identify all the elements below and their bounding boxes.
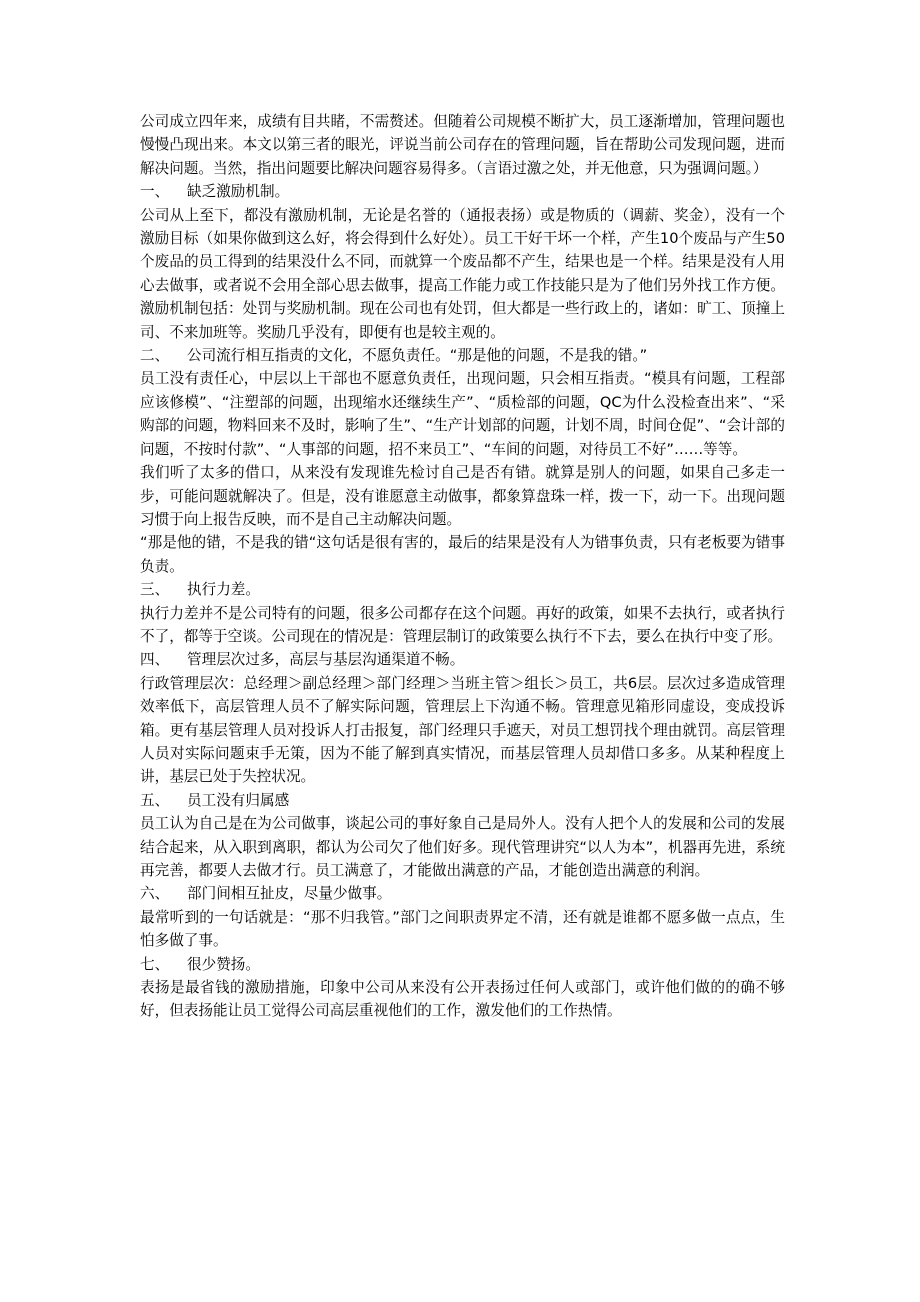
section-number: 一、 <box>140 183 170 201</box>
section-heading-5 <box>140 789 785 812</box>
section-2-paragraph-3: “那是他的错，不是我的错“这句话是很有害的，最后的结果是没有人为错事负责，只有老板要为错事负责。 <box>140 534 785 575</box>
intro-paragraph: 公司成立四年来，成绩有目共睹，不需赘述。但随着公司规模不断扩大，员工逐渐增加，管理问题也慢慢凸现出来。本文以第三者的眼光，评说当前公司存在的管理问题，旨在帮助公司发现问题，进而解决问题。当然，指出问题要比解决问题容易得多。（言语过激之处，并无他意，只为强调问题。） <box>140 113 785 177</box>
section-2-paragraph-2: 我们听了太多的借口，从来没有发现谁先检讨自己是否有错。就算是别人的问题，如果自己多走一步，可能问题就解决了。但是，没有谁愿意主动做事，都象算盘珠一样，拨一下，动一下。出现问题习惯于向上报告反映，而不是自己主动解决问题。 <box>140 464 785 528</box>
section-number: 四、 <box>140 651 170 669</box>
section-5-paragraph: 员工认为自己是在为公司做事，谈起公司的事好象自己是局外人。没有人把个人的发展和公司的发展结合起来，从入职到离职，都认为公司欠了他们好多。现代管理讲究“以人为本”，机器再先进，系统再完善，都要人去做才行。员工满意了，才能做出满意的产品，才能创造出满意的利润。 <box>140 815 785 879</box>
section-number: 三、 <box>140 581 170 599</box>
section-title: 执行力差。 <box>187 581 260 599</box>
section-1-paragraph: 公司从上至下，都没有激励机制，无论是名誉的（通报表扬）或是物质的（调薪、奖金），没有一个激励目标（如果你做到这么好，将会得到什么好处）。员工干好干坏一个样，产生10个废品与产生50个废品的员工得到的结果没什么不同，而就算一个废品都不产生，结果也是一个样。结果是没有人用心去做事，或者说不会用全部心思去做事，提高工作能力或工作技能只是为了他们另外找工作方便。激励机制包括：处罚与奖励机制。现在公司也有处罚，但大都是一些行政上的，诸如：旷工、顶撞上司、不来加班等。奖励几乎没有，即便有也是较主观的。 <box>140 206 785 341</box>
section-title: 员工没有归属感 <box>187 791 290 809</box>
section-title: 缺乏激励机制。 <box>187 183 290 201</box>
section-heading-1 <box>140 180 785 203</box>
section-heading-6 <box>140 882 785 905</box>
section-2-paragraph-1: 员工没有责任心，中层以上干部也不愿意负责任，出现问题，只会相互指责。“模具有问题，工程部应该修模”、“注塑部的问题，出现缩水还继续生产”、“质检部的问题，QC为什么没检查出来”、“采购部的问题，物料回来不及时，影响了生”、“生产计划部的问题，计划不周，时间仓促”、“会计部的问题，不按时付款”、“人事部的问题，招不来员工”、“车间的问题，对待员工不好”……等等。 <box>140 370 785 458</box>
section-title: 部门间相互扯皮，尽量少做事。 <box>187 885 392 903</box>
section-number: 七、 <box>140 955 170 973</box>
section-7-paragraph: 表扬是最省钱的激励措施，印象中公司从来没有公开表扬过任何人或部门，或许他们做的的确不够好，但表扬能让员工觉得公司高层重视他们的工作，激发他们的工作热情。 <box>140 979 785 1020</box>
section-number: 六、 <box>140 885 170 903</box>
section-title: 公司流行相互指责的文化，不愿负责任。“那是他的问题，不是我的错。” <box>187 347 648 365</box>
document-body <box>140 110 785 1023</box>
section-4-paragraph: 行政管理层次：总经理＞副总经理＞部门经理＞当班主管＞组长＞员工，共6层。层次过多造成管理效率低下，高层管理人员不了解实际问题，管理层上下沟通不畅。管理意见箱形同虚设，变成投诉箱。更有基层管理人员对投诉人打击报复，部门经理只手遮天，对员工想罚找个理由就罚。高层管理人员对实际问题束手无策，因为不能了解到真实情况，而基层管理人员却借口多多。从某种程度上讲，基层已处于失控状况。 <box>140 674 785 786</box>
section-heading-2 <box>140 344 785 367</box>
section-number: 二、 <box>140 347 170 365</box>
section-heading-3 <box>140 578 785 601</box>
section-6-paragraph: 最常听到的一句话就是：“那不归我管。”部门之间职责界定不清，还有就是谁都不愿多做一点点，生怕多做了事。 <box>140 908 785 950</box>
section-title: 管理层次过多，高层与基层沟通渠道不畅。 <box>187 651 465 669</box>
section-heading-7 <box>140 953 785 976</box>
section-heading-4 <box>140 648 785 671</box>
section-number: 五、 <box>140 791 170 809</box>
section-title: 很少赞扬。 <box>187 955 260 973</box>
section-3-paragraph: 执行力差并不是公司特有的问题，很多公司都存在这个问题。再好的政策，如果不去执行，或者执行不了，都等于空谈。公司现在的情况是：管理层制订的政策要么执行不下去，要么在执行中变了形。 <box>140 604 785 645</box>
